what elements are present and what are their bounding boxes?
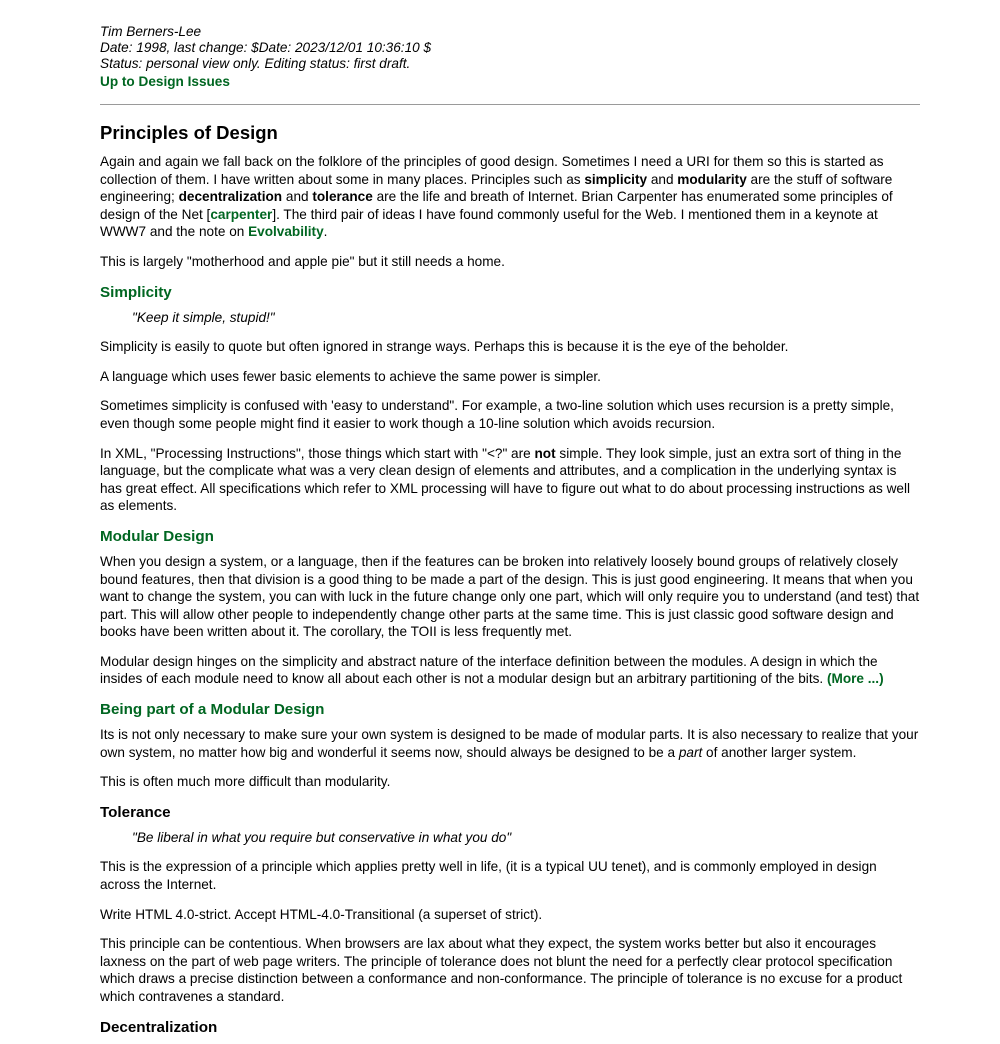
carpenter-link[interactable]: carpenter: [210, 206, 273, 222]
document-page: [100, 0, 920, 1044]
emphasis-part: part: [678, 744, 703, 760]
emphasis-not: not: [534, 445, 556, 461]
tolerance-paragraph-2: Write HTML 4.0-strict. Accept HTML-4.0-Transitional (a superset of strict).: [100, 906, 543, 922]
heading-modular-design[interactable]: Modular Design: [100, 527, 214, 545]
author-line: Tim Berners-Lee: [100, 24, 202, 39]
simplicity-paragraph-3: Sometimes simplicity is confused with 'easy to understand". For example, a two-line solution which uses recursion is a pretty simple, even though some people might find it easier to work though a 10-line solution which avoids recursion.: [100, 398, 894, 431]
page-title: Principles of Design: [100, 122, 278, 143]
header-divider: [100, 104, 920, 105]
being-part-paragraph-1: Its is not only necessary to make sure your own system is designed to be made of modular parts. It is also necessary to realize that your own system, no matter how big and wonderful it seems now, should always be designed to be a part of another larger system.: [100, 727, 919, 760]
more-link[interactable]: (More ...): [826, 671, 884, 687]
simplicity-paragraph-2: A language which uses fewer basic elements to achieve the same power is simpler.: [100, 368, 601, 384]
up-to-design-issues-link[interactable]: Up to Design Issues: [100, 74, 230, 89]
heading-tolerance: Tolerance: [100, 803, 171, 821]
keyword-modularity: modularity: [677, 171, 747, 187]
keyword-tolerance: tolerance: [312, 189, 373, 205]
being-part-paragraph-2: This is often much more difficult than modularity.: [100, 774, 391, 790]
simplicity-quote: "Keep it simple, stupid!": [132, 309, 275, 325]
modular-paragraph-2: Modular design hinges on the simplicity and abstract nature of the interface definition between the modules. A design in which the insides of each module need to know all about each other is not a modular design but an arbitrary partitioning of the bits. (More ...): [100, 653, 884, 687]
document-meta: [100, 24, 920, 90]
simplicity-paragraph-1: Simplicity is easily to quote but often ignored in strange ways. Perhaps this is because it is the eye of the beholder.: [100, 339, 789, 355]
heading-decentralization: Decentralization: [100, 1018, 218, 1036]
heading-simplicity[interactable]: Simplicity: [100, 283, 172, 301]
date-line: Date: 1998, last change: $Date: 2023/12/01 10:36:10 $: [100, 40, 432, 55]
status-line: Status: personal view only. Editing status: first draft.: [100, 56, 411, 71]
tolerance-paragraph-3: This principle can be contentious. When browsers are lax about what they expect, the system works better but also it encourages laxness on the part of web page writers. The principle of tolerance does not blunt the need for a perfectly clear protocol specification which draws a precise distinction between a conformance and non-conformance. The principle of tolerance is no excuse for a product which contravenes a standard.: [100, 936, 903, 1004]
simplicity-paragraph-4: In XML, "Processing Instructions", those things which start with "<?" are not simple. They look simple, just an extra sort of thing in the language, but the complicate what was a very clean design of elements and attributes, and a complication in the underlying syntax is has great effect. All specifications which refer to XML processing will have to figure out what to do about processing instructions as well as elements.: [100, 445, 911, 514]
modular-paragraph-1: When you design a system, or a language, then if the features can be broken into relatively loosely bound groups of relatively closely bound features, then that division is a good thing to be made a part of the design. This is just good engineering. It means that when you want to change the system, you can with luck in the future change only one part, which will only require you to understand (and test) that part. This will allow other people to independently change other parts at the same time. This is just classic good software design and books have been written about it. The corollary, the TOII is less frequently met.: [100, 553, 920, 640]
intro-paragraph: Again and again we fall back on the folklore of the principles of good design. Sometimes I need a URI for them so this is started as collection of them. I have written about some in many places. Principles such as simplicity and modularity are the stuff of software engineering; decentralization and tolerance are the life and breath of Internet. Brian Carpenter has enumerated some principles of design of the Net [carpenter]. The third pair of ideas I have found commonly useful for the Web. I mentioned them in a keynote at WWW7 and the note on Evolvability.: [100, 154, 893, 240]
heading-being-part-of-modular-design[interactable]: Being part of a Modular Design: [100, 701, 325, 719]
intro-paragraph-2: This is largely "motherhood and apple pie" but it still needs a home.: [100, 253, 505, 269]
tolerance-quote: "Be liberal in what you require but conservative in what you do": [132, 829, 512, 845]
keyword-simplicity: simplicity: [584, 171, 648, 187]
tolerance-paragraph-1: This is the expression of a principle which applies pretty well in life, (it is a typical UU tenet), and is commonly employed in design across the Internet.: [100, 859, 877, 893]
evolvability-link[interactable]: Evolvability: [248, 224, 324, 240]
keyword-decentralization: decentralization: [178, 189, 283, 205]
